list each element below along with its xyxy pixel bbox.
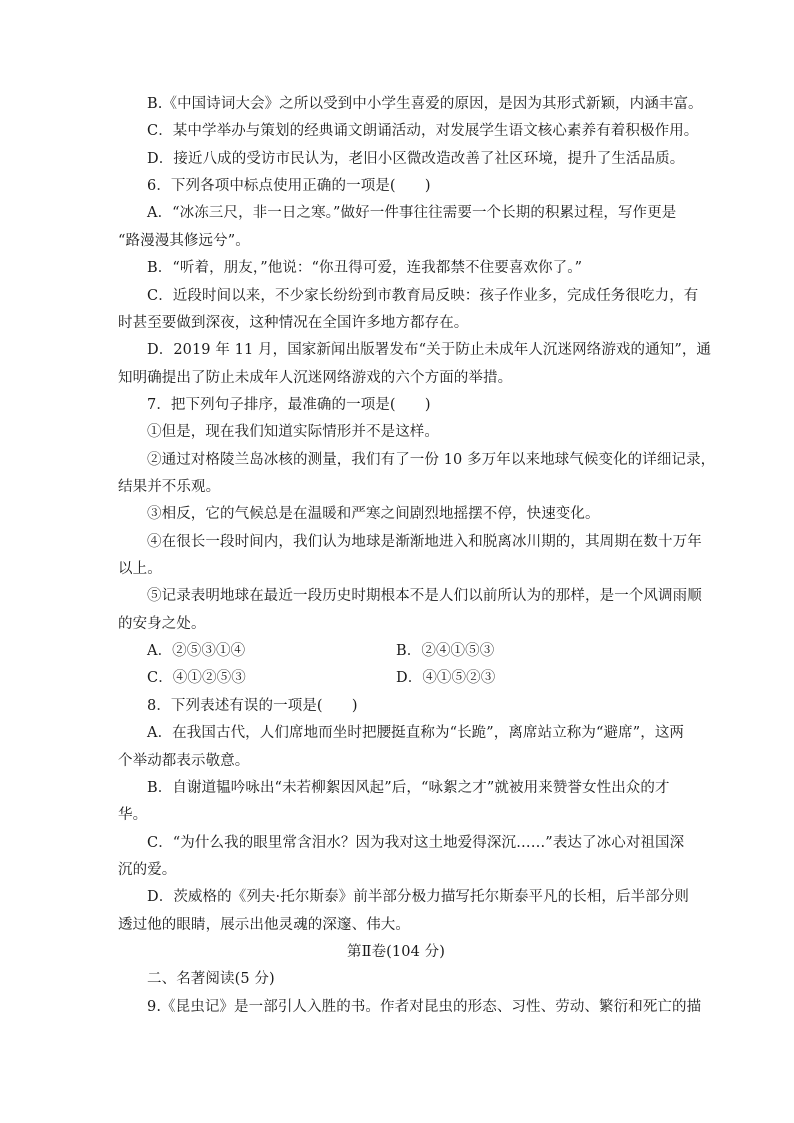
question-7-stem: 7．把下列句子排序，最准确的一项是( ): [147, 397, 431, 413]
q7-sentence-2-line1: ②通过对格陵兰岛冰核的测量，我们有了一份 10 多万年以来地球气候变化的详细记录，: [147, 452, 716, 468]
q6-option-d-line2: 知明确提出了防止未成年人沉迷网络游戏的六个方面的举措。: [118, 370, 513, 386]
q7-option-d: D．④①⑤②③: [396, 670, 496, 686]
option-5d-line: D．接近八成的受访市民认为，老旧小区微改造改善了社区环境，提升了生活品质。: [147, 151, 685, 167]
q7-sentence-2-line2: 结果并不乐观。: [118, 479, 221, 495]
q8-option-a-line2: 个举动都表示敬意。: [118, 753, 250, 769]
q8-option-b-line2: 华。: [118, 807, 148, 823]
q7-sentence-3: ③相反，它的气候总是在温暖和严寒之间剧烈地摇摆不停，快速变化。: [147, 506, 600, 522]
question-6-stem: 6．下列各项中标点使用正确的一项是( ): [147, 178, 431, 194]
q6-option-d-line1: D．2019 年 11 月，国家新闻出版署发布“关于防止未成年人沉迷网络游戏的通知”，通: [147, 342, 712, 358]
q8-option-d-line2: 透过他的眼睛，展示出他灵魂的深邃、伟大。: [118, 917, 410, 933]
q8-option-d-line1: D．茨威格的《列夫·托尔斯泰》前半部分极力描写托尔斯泰平凡的长相，后半部分则: [147, 889, 690, 905]
q6-option-a-line1: A．“冰冻三尺，非一日之寒。”做好一件事往往需要一个长期的积累过程，写作更是: [147, 205, 677, 221]
q8-option-c-line1: C．“为什么我的眼里常含泪水？因为我对这土地爱得深沉……”表达了冰心对祖国深: [147, 835, 685, 851]
q7-sentence-5-line2: 的安身之处。: [118, 616, 206, 632]
q7-option-c: C．④①②⑤③: [147, 670, 246, 686]
q7-option-b: B．②④①⑤③: [396, 643, 495, 659]
q7-sentence-4-line2: 以上。: [118, 561, 162, 577]
q7-option-a: A．②⑤③①④: [147, 643, 246, 659]
q6-option-b: B．“听着，朋友，”他说：“你丑得可爱，连我都禁不住要喜欢你了。”: [147, 260, 583, 276]
q8-option-a-line1: A．在我国古代，人们席地而坐时把腰挺直称为“长跪”，离席站立称为“避席”，这两: [147, 725, 685, 741]
question-9-line1: 9.《昆虫记》是一部引人入胜的书。作者对昆虫的形态、习性、劳动、繁衍和死亡的描: [147, 999, 702, 1015]
q6-option-a-line2: “路漫漫其修远兮”。: [118, 233, 250, 249]
q7-sentence-4-line1: ④在很长一段时间内，我们认为地球是渐渐地进入和脱离冰川期的，其周期在数十万年: [147, 534, 702, 550]
question-8-stem: 8．下列表述有误的一项是( ): [147, 698, 358, 714]
q7-sentence-1: ①但是，现在我们知道实际情形并不是这样。: [147, 424, 439, 440]
q7-sentence-5-line1: ⑤记录表明地球在最近一段历史时期根本不是人们以前所认为的那样，是一个风调雨顺: [147, 588, 702, 604]
q6-option-c-line2: 时甚至要做到深夜，这种情况在全国许多地方都存在。: [118, 315, 469, 331]
option-8b-line: B.《中国诗词大会》之所以受到中小学生喜爱的原因，是因为其形式新颖，内涵丰富。: [147, 96, 703, 112]
q8-option-b-line1: B．自谢道韫吟咏出“未若柳絮因风起”后，“咏絮之才”就被用来赞誉女性出众的才: [147, 780, 670, 796]
section-heading-classics-reading: 二、名著阅读(5 分): [147, 971, 275, 987]
option-5c-line: C．某中学举办与策划的经典诵文朗诵活动，对发展学生语文核心素养有着积极作用。: [147, 123, 699, 139]
q6-option-c-line1: C．近段时间以来，不少家长纷纷到市教育局反映：孩子作业多，完成任务很吃力，有: [147, 288, 699, 304]
section-heading-volume-2: 第Ⅱ卷(104 分): [347, 944, 445, 960]
q8-option-c-line2: 沉的爱。: [118, 862, 177, 878]
